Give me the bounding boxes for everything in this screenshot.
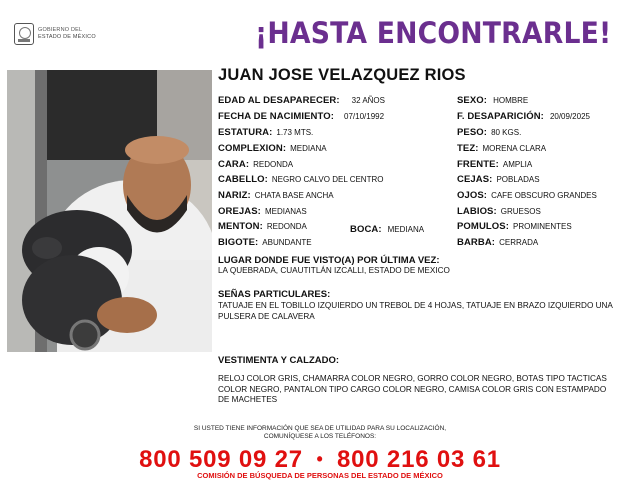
government-logo xyxy=(14,22,114,46)
field-cheekbones xyxy=(457,221,572,232)
field-label: TEZ: xyxy=(457,143,479,154)
field-value: REDONDA xyxy=(266,222,307,231)
field-eyebrows xyxy=(457,174,540,185)
field-value: MORENA CLARA xyxy=(482,144,547,153)
phone-separator: • xyxy=(316,449,324,469)
field-value: POBLADAS xyxy=(496,175,540,184)
field-value: MEDIANA xyxy=(387,225,425,234)
state-seal-icon xyxy=(14,23,34,45)
field-sex xyxy=(457,95,528,106)
logo-line-1: GOBIERNO DEL xyxy=(38,27,83,33)
last-seen-label: LUGAR DONDE FUE VISTO(A) POR ÚLTIMA VEZ: xyxy=(218,255,440,266)
contact-instructions xyxy=(150,425,490,441)
person-photo-image xyxy=(7,70,212,352)
field-label: OJOS: xyxy=(457,190,488,201)
field-value: GRUESOS xyxy=(500,207,541,216)
field-value: CHATA BASE ANCHA xyxy=(254,191,334,200)
field-label: POMULOS: xyxy=(457,221,509,232)
field-mustache xyxy=(218,237,312,248)
person-photo xyxy=(7,70,212,352)
field-label: PESO: xyxy=(457,127,488,138)
field-label: EDAD AL DESAPARECER: xyxy=(218,95,340,106)
field-label: BARBA: xyxy=(457,237,496,248)
field-value: 07/10/1992 xyxy=(344,112,385,121)
field-value: CAFE OBSCURO GRANDES xyxy=(491,191,597,200)
field-value: 20/09/2025 xyxy=(549,112,590,121)
field-value: 1.73 MTS. xyxy=(276,128,314,137)
phone-number-1[interactable]: 800 509 09 27 xyxy=(139,446,303,473)
field-build xyxy=(218,143,327,154)
field-hair xyxy=(218,174,383,185)
field-age xyxy=(218,95,385,106)
phone-number-2[interactable]: 800 216 03 61 xyxy=(337,446,501,473)
marks-label: SEÑAS PARTICULARES: xyxy=(218,289,331,300)
field-weight xyxy=(457,127,521,138)
field-value: HOMBRE xyxy=(493,96,529,105)
field-forehead xyxy=(457,159,532,170)
field-value: NEGRO CALVO DEL CENTRO xyxy=(271,175,384,184)
field-label: BOCA: xyxy=(350,224,382,235)
field-value: 80 KGS. xyxy=(491,128,522,137)
field-value: ABUNDANTE xyxy=(262,238,312,247)
field-mouth xyxy=(350,224,424,235)
field-lips xyxy=(457,206,541,217)
field-complexion xyxy=(457,143,546,154)
field-label: OREJAS: xyxy=(218,206,261,217)
contact-line-2: COMUNÍQUESE A LOS TELÉFONOS: xyxy=(263,433,377,440)
phone-numbers xyxy=(0,445,640,474)
organization-name: COMISIÓN DE BÚSQUEDA DE PERSONAS DEL ESTADO DE MÉXICO xyxy=(197,471,443,480)
contact-line-1: SI USTED TIENE INFORMACIÓN QUE SEA DE UTILIDAD PARA SU LOCALIZACIÓN, xyxy=(193,425,447,432)
field-label: NARIZ: xyxy=(218,190,251,201)
field-label: FRENTE: xyxy=(457,159,499,170)
clothing-value: RELOJ COLOR GRIS, CHAMARRA COLOR NEGRO, GORRO COLOR NEGRO, BOTAS TIPO TACTICAS COLOR NEGRO, PANTALON TIPO CARGO COLOR NEGRO, CAMISA COLOR GRIS CON ESTAMPADO DE MACHETES xyxy=(218,374,607,404)
field-chin xyxy=(218,221,307,232)
logo-line-2: ESTADO DE MÉXICO xyxy=(38,34,96,40)
field-label: BIGOTE: xyxy=(218,237,259,248)
field-height xyxy=(218,127,313,138)
field-label: LABIOS: xyxy=(457,206,497,217)
field-value: MEDIANA xyxy=(290,144,327,153)
field-value: AMPLIA xyxy=(502,160,533,169)
marks-value: TATUAJE EN EL TOBILLO IZQUIERDO UN TREBOL DE 4 HOJAS, TATUAJE EN BRAZO IZQUIERDO UNA PULSERA DE CALAVERA xyxy=(218,301,613,321)
field-nose xyxy=(218,190,334,201)
headline: ¡HASTA ENCONTRARLE! xyxy=(255,16,612,50)
field-eyes xyxy=(457,190,597,201)
field-label: FECHA DE NACIMIENTO: xyxy=(218,111,334,122)
field-value: CERRADA xyxy=(499,238,539,247)
field-value: PROMINENTES xyxy=(513,222,572,231)
field-label: F. DESAPARICIÓN: xyxy=(457,111,544,122)
field-label: SEXO: xyxy=(457,95,488,106)
field-value: 32 AÑOS xyxy=(351,96,385,105)
field-value: MEDIANAS xyxy=(264,207,307,216)
field-birth-date xyxy=(218,111,384,122)
field-ears xyxy=(218,206,307,217)
clothing-label: VESTIMENTA Y CALZADO: xyxy=(218,355,340,366)
field-disappearance-date xyxy=(457,111,590,122)
field-face xyxy=(218,159,293,170)
field-value: REDONDA xyxy=(253,160,294,169)
field-label: COMPLEXION: xyxy=(218,143,287,154)
logo-text xyxy=(38,27,96,41)
field-label: CABELLO: xyxy=(218,174,268,185)
field-label: ESTATURA: xyxy=(218,127,273,138)
field-label: CEJAS: xyxy=(457,174,493,185)
field-beard xyxy=(457,237,538,248)
person-name: JUAN JOSE VELAZQUEZ RIOS xyxy=(218,66,466,84)
field-label: CARA: xyxy=(218,159,250,170)
last-seen-value: LA QUEBRADA, CUAUTITLÁN IZCALLI, ESTADO DE MEXICO xyxy=(218,266,450,275)
field-label: MENTON: xyxy=(218,221,263,232)
